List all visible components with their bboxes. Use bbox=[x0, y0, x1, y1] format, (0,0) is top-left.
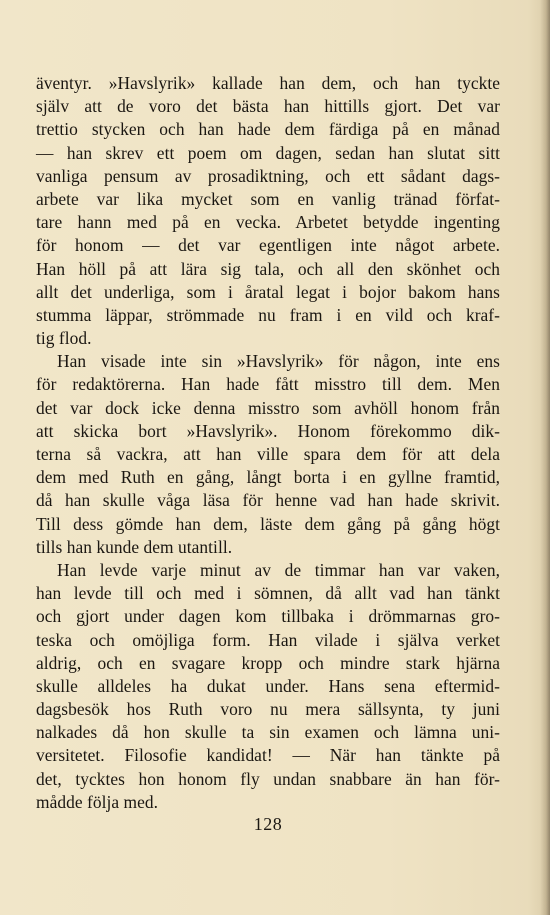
text-line: arbete var lika mycket som en vanlig tränad förfat- bbox=[36, 188, 500, 209]
text-line: Han levde varje minut av de timmar han var vaken, bbox=[57, 559, 500, 580]
page-number: 128 bbox=[253, 814, 283, 834]
text-line: att skicka bort »Havslyrik». Honom förekommo dik- bbox=[36, 420, 500, 441]
text-line: aldrig, och en svagare kropp och mindre stark hjärna bbox=[36, 652, 500, 673]
text-line: allt det underliga, som i åratal legat i bojor bakom hans bbox=[36, 281, 500, 302]
text-line: äventyr. »Havslyrik» kallade han dem, och han tyckte bbox=[36, 73, 500, 93]
text-line: det, tycktes hon honom fly undan snabbare än han för- bbox=[36, 768, 500, 789]
text-line: själv att de voro det bästa han hittills gjort. Det var bbox=[36, 96, 500, 117]
text-line: versitetet. Filosofie kandidat! — När han tänkte på bbox=[36, 745, 500, 766]
text-line: för redaktörerna. Han hade fått misstro till dem. Men bbox=[36, 374, 500, 395]
text-line: Han visade inte sin »Havslyrik» för någon, inte ens bbox=[57, 351, 500, 372]
text-line: han levde till och med i sömnen, då allt vad han tänkt bbox=[36, 583, 500, 604]
text-line: terna så vackra, att han ville spara dem för att dela bbox=[36, 444, 500, 464]
text-line: — han skrev ett poem om dagen, sedan han slutat sitt bbox=[36, 142, 500, 163]
text-line: tare hann med på en vecka. Arbetet betydde ingenting bbox=[36, 212, 500, 233]
text-line: dem med Ruth en gång, långt borta i en gyllne framtid, bbox=[36, 467, 500, 488]
text-line: mådde följa med. bbox=[36, 791, 159, 812]
text-line: det var dock icke denna misstro som avhöll honom från bbox=[36, 397, 500, 418]
text-line: teska och omöjliga form. Han vilade i själva verket bbox=[36, 629, 500, 650]
text-line: trettio stycken och han hade dem färdiga på en månad bbox=[36, 119, 500, 140]
text-line: då han skulle våga läsa för henne vad han hade skrivit. bbox=[36, 490, 500, 511]
text-line: vanliga pensum av prosadiktning, och ett sådant dags- bbox=[36, 165, 500, 186]
text-line: dagsbesök hos Ruth voro nu mera sällsynta, ty juni bbox=[36, 699, 500, 720]
text-line: stumma läppar, strömmade nu fram i en vild och kraf- bbox=[36, 304, 500, 325]
page-edge-shadow bbox=[540, 0, 550, 915]
text-line: för honom — det var egentligen inte något arbete. bbox=[36, 235, 500, 256]
text-line: tig flod. bbox=[36, 328, 92, 349]
text-line: Till dess gömde han dem, läste dem gång på gång högt bbox=[36, 513, 500, 534]
text-line: tills han kunde dem utantill. bbox=[36, 536, 233, 557]
text-line: och gjort under dagen kom tillbaka i drömmarnas gro- bbox=[36, 606, 500, 627]
text-line: nalkades då hon skulle ta sin examen och lämna uni- bbox=[36, 722, 500, 743]
text-line: skulle alldeles ha dukat under. Hans sena eftermid- bbox=[36, 675, 500, 696]
text-line: Han höll på att lära sig tala, och all den skönhet och bbox=[36, 258, 500, 279]
body-text bbox=[36, 72, 500, 814]
